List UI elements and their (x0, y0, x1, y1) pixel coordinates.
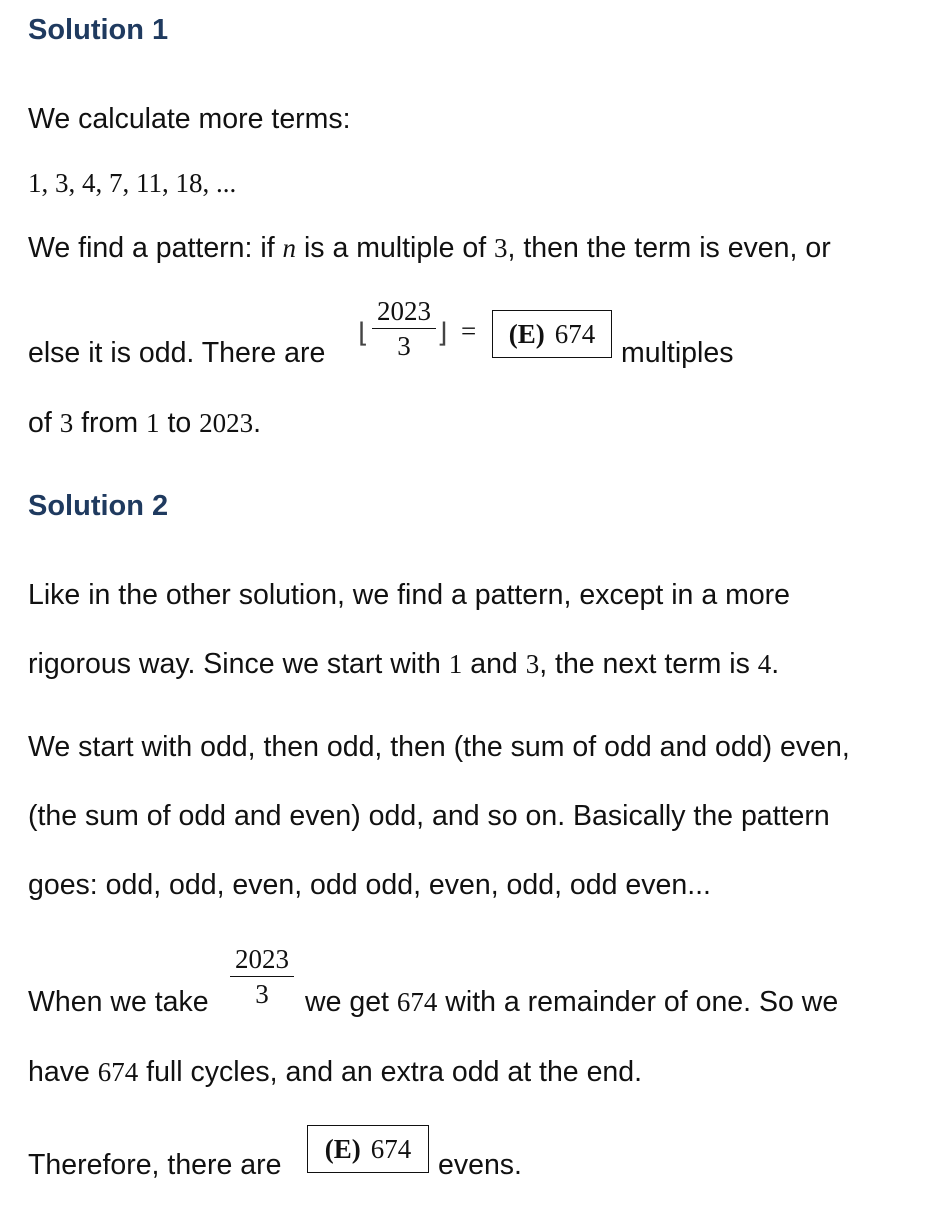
range-sentence (28, 406, 261, 440)
division-sentence-end (305, 985, 838, 1019)
text-span: of (28, 407, 60, 439)
solution-2-line-5: goes: odd, odd, even, odd odd, even, odd, odd even... (28, 869, 711, 901)
floor-right: ⌋ (437, 318, 448, 348)
conclusion-start: Therefore, there are (28, 1149, 282, 1181)
solution-2-heading: Solution 2 (28, 490, 169, 522)
math-number: 4 (757, 649, 772, 679)
text-span: from (73, 407, 147, 439)
text-span: rigorous way. Since we start with (28, 648, 449, 680)
answer-box (307, 1125, 429, 1173)
fraction-denominator: 3 (255, 979, 269, 1009)
fraction-2023-over-3 (230, 944, 294, 1009)
math-number: 3 (494, 233, 508, 263)
text-span: We find a pattern: if (28, 232, 283, 264)
answer-value: 674 (370, 1133, 412, 1164)
solution-1-heading: Solution 1 (28, 14, 169, 46)
text-span: . (253, 407, 262, 439)
cycles-sentence (28, 1055, 642, 1089)
math-number: 1 (448, 649, 463, 679)
division-sentence-start: When we take (28, 986, 209, 1018)
fraction-bar (372, 328, 436, 329)
solution-2-line-3: We start with odd, then odd, then (the sum of odd and odd) even, (28, 731, 850, 763)
solution-1-intro: We calculate more terms: (28, 103, 351, 135)
solution-2-line-2 (28, 647, 779, 681)
math-var-n: n (282, 233, 297, 263)
text-span: , then the term is even, or (507, 232, 831, 264)
math-number: 3 (59, 408, 74, 438)
text-span: and (462, 648, 526, 680)
text-span: is a multiple of (296, 232, 495, 264)
answer-value: 674 (554, 318, 596, 349)
text-span: , the next term is (539, 648, 758, 680)
answer-choice-label: (E) (324, 1133, 361, 1164)
fraction-numerator: 2023 (235, 944, 289, 974)
text-span: full cycles, and an extra odd at the end. (138, 1056, 643, 1088)
fraction-numerator: 2023 (377, 296, 431, 326)
pattern-sentence (28, 231, 831, 265)
count-sentence-start: else it is odd. There are (28, 337, 326, 369)
math-number: 2023 (199, 408, 254, 438)
text-span: . (771, 648, 780, 680)
sequence-terms: 1, 3, 4, 7, 11, 18, ... (28, 168, 237, 198)
fraction-denominator: 3 (397, 331, 411, 361)
count-sentence-end: multiples (621, 337, 734, 369)
text-span: with a remainder of one. So we (437, 986, 839, 1018)
fraction-2023-over-3 (372, 296, 436, 361)
answer-choice-label: (E) (508, 318, 545, 349)
text-span: to (159, 407, 200, 439)
conclusion-end: evens. (438, 1149, 522, 1181)
fraction-bar (230, 976, 294, 977)
math-number: 674 (97, 1057, 139, 1087)
text-span: we get (305, 986, 397, 1018)
answer-box (492, 310, 612, 358)
math-number: 3 (525, 649, 540, 679)
math-number: 1 (146, 408, 160, 438)
math-number: 674 (396, 987, 438, 1017)
equals-sign: = (461, 316, 477, 346)
floor-left: ⌊ (358, 318, 369, 348)
solution-2-line-1: Like in the other solution, we find a pattern, except in a more (28, 579, 791, 611)
solution-2-line-4: (the sum of odd and even) odd, and so on. Basically the pattern (28, 800, 830, 832)
text-span: have (28, 1056, 98, 1088)
